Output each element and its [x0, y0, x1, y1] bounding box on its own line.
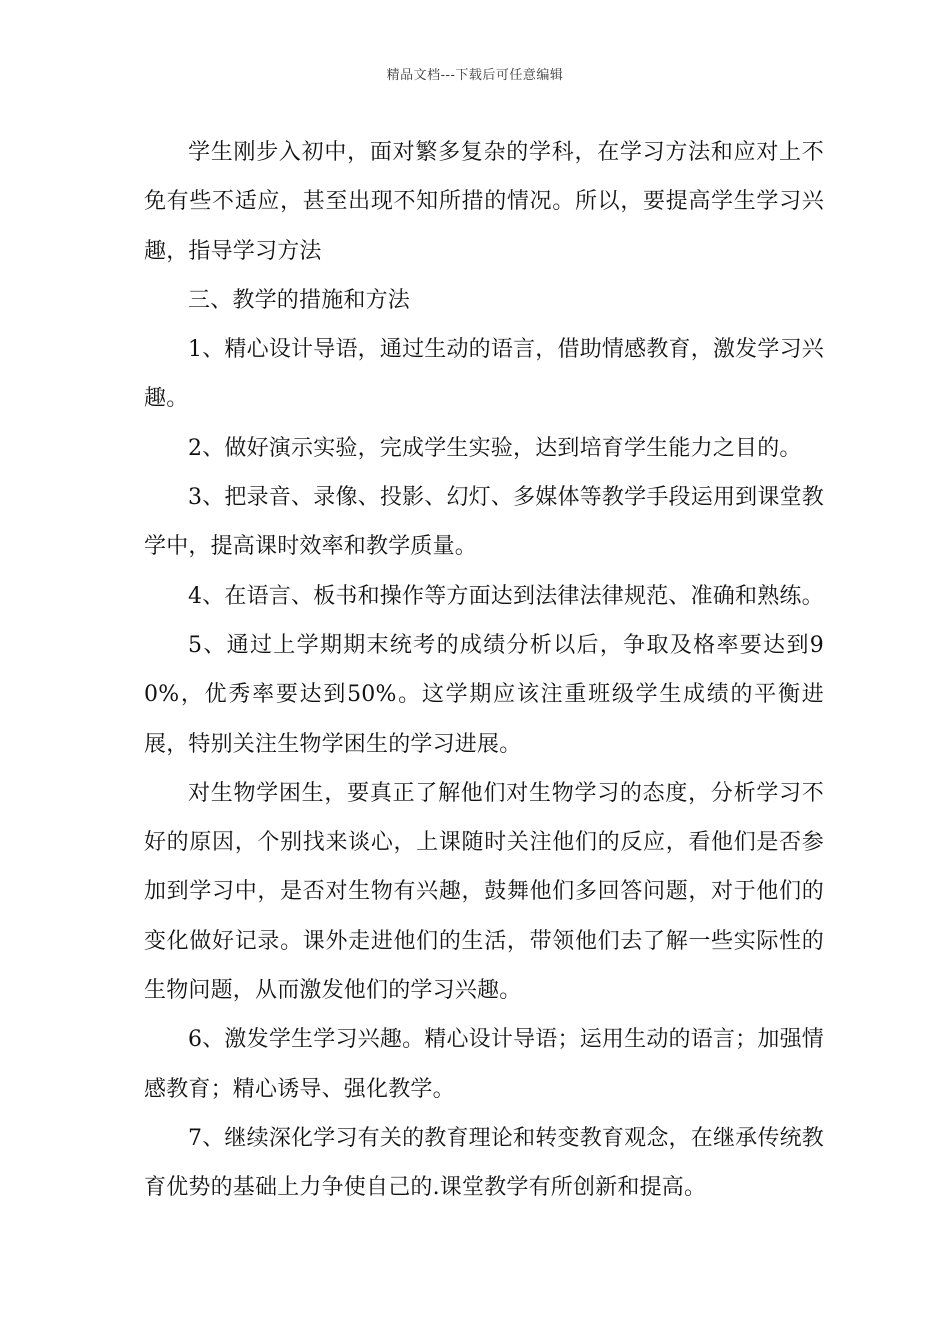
document-body [144, 128, 824, 1213]
list-item-1: 1、精心设计导语，通过生动的语言，借助情感教育，激发学习兴趣。 [144, 337, 824, 412]
paragraph-struggling-students: 对生物学困生，要真正了解他们对生物学习的态度，分析学习不好的原因，个别找来谈心，上课随时关注他们的反应，看他们是否参加到学习中，是否对生物有兴趣，鼓舞他们多回答问题，对于他们的变化做好记录。课外走进他们的生活，带领他们去了解一些实际性的生物问题，从而激发他们的学习兴趣。 [144, 780, 824, 1004]
list-item-5: 5、通过上学期期末统考的成绩分析以后，争取及格率要达到90%，优秀率要达到50%。这学期应该注重班级学生成绩的平衡进展，特别关注生物学困生的学习进展。 [144, 632, 824, 757]
list-item-6: 6、激发学生学习兴趣。精心设计导语；运用生动的语言；加强情感教育；精心诱导、强化教学。 [144, 1027, 824, 1102]
list-item-2: 2、做好演示实验，完成学生实验，达到培育学生能力之目的。 [188, 435, 802, 461]
paragraph-intro: 学生刚步入初中，面对繁多复杂的学科，在学习方法和应对上不免有些不适应，甚至出现不知所措的情况。所以，要提高学生学习兴趣，指导学习方法 [144, 140, 824, 264]
section-heading: 三、教学的措施和方法 [188, 287, 411, 313]
list-item-7: 7、继续深化学习有关的教育理论和转变教育观念，在继承传统教育优势的基础上力争使自己的.课堂教学有所创新和提高。 [144, 1125, 824, 1201]
list-item-3: 3、把录音、录像、投影、幻灯、多媒体等教学手段运用到课堂教学中，提高课时效率和教学质量。 [144, 485, 824, 560]
list-item-4: 4、在语言、板书和操作等方面达到法律法律规范、准确和熟练。 [188, 583, 824, 609]
page-header: 精品文档---下载后可任意编辑 [386, 68, 564, 83]
